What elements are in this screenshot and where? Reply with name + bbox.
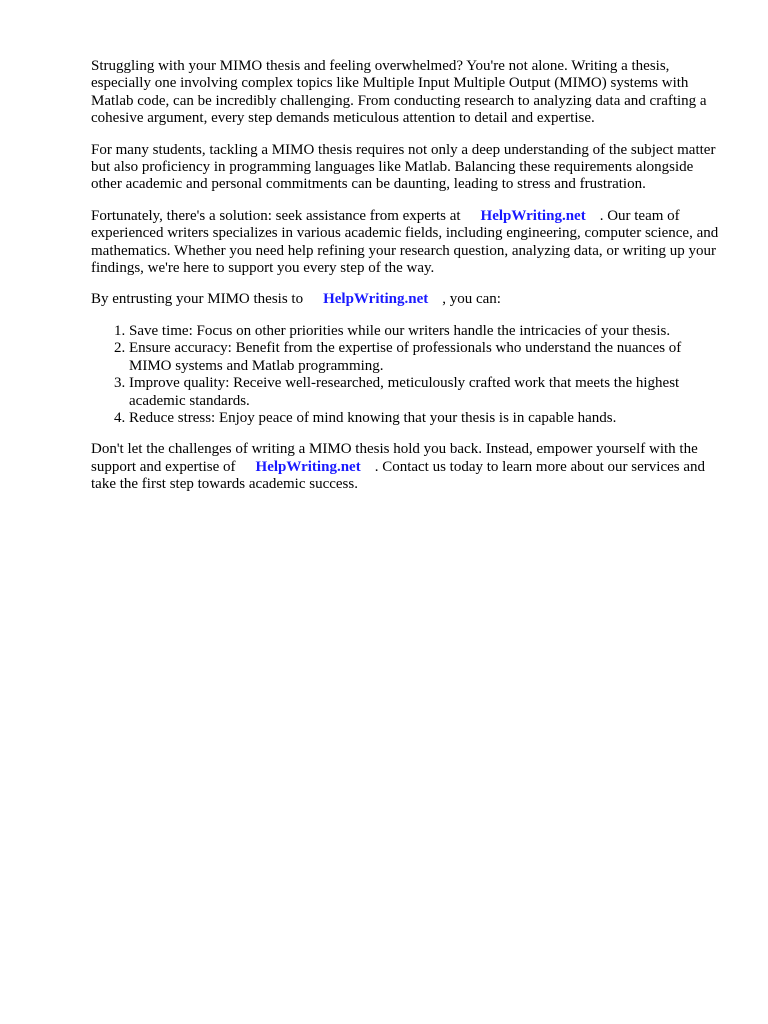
paragraph-challenges: For many students, tackling a MIMO thesis requires not only a deep understanding of the subject matter but also proficiency in programming languages like Matlab. Balancing these requirements alongside other academic and personal commitments can be daunting, leading to stress and frustration. [91, 141, 716, 193]
helpwriting-link-1[interactable]: HelpWriting.net [480, 207, 586, 224]
paragraph-entrust [91, 291, 723, 308]
paragraph-entrust-text-1: By entrusting your MIMO thesis to [91, 291, 304, 308]
paragraph-entrust-text-2: , you can: [442, 291, 501, 308]
document-body [91, 58, 723, 508]
paragraph-intro: Struggling with your MIMO thesis and feeling overwhelmed? You're not alone. Writing a thesis, especially one involving complex topics like Multiple Input Multiple Output (MIMO) systems with Matlab code, can be incredibly challenging. From conducting research to analyzing data and crafting a cohesive argument, every step demands meticulous attention to detail and expertise. [91, 58, 707, 127]
paragraph-closing-text-1: Don't let the challenges of writing a MIMO thesis hold you back. Instead, empower yourself with the support and expertise of [91, 441, 698, 475]
benefits-list [91, 323, 723, 427]
paragraph-solution-text-1: Fortunately, there's a solution: seek assistance from experts at [91, 207, 461, 224]
paragraph-solution [91, 208, 723, 278]
helpwriting-link-3[interactable]: HelpWriting.net [255, 458, 361, 475]
list-item: 4. Reduce stress: Enjoy peace of mind knowing that your thesis is in capable hands. [129, 410, 723, 427]
list-item: 3. Improve quality: Receive well-researched, meticulously crafted work that meets the highest academic standards. [129, 375, 723, 410]
list-item: 2. Ensure accuracy: Benefit from the expertise of professionals who understand the nuances of MIMO systems and Matlab programming. [129, 340, 723, 375]
paragraph-solution-text-2: . Our team of experienced writers specializes in various academic fields, including engineering, computer science, and mathematics. Whether you need help refining your research question, analyzing data, or writing up your findings, we're here to support you every step of the way. [91, 207, 719, 277]
helpwriting-link-2[interactable]: HelpWriting.net [323, 291, 429, 308]
list-item: 1. Save time: Focus on other priorities while our writers handle the intricacies of your thesis. [129, 323, 723, 340]
paragraph-closing-text-2: . Contact us today to learn more about our services and take the first step towards academic success. [91, 458, 706, 493]
paragraph-closing [91, 441, 723, 493]
